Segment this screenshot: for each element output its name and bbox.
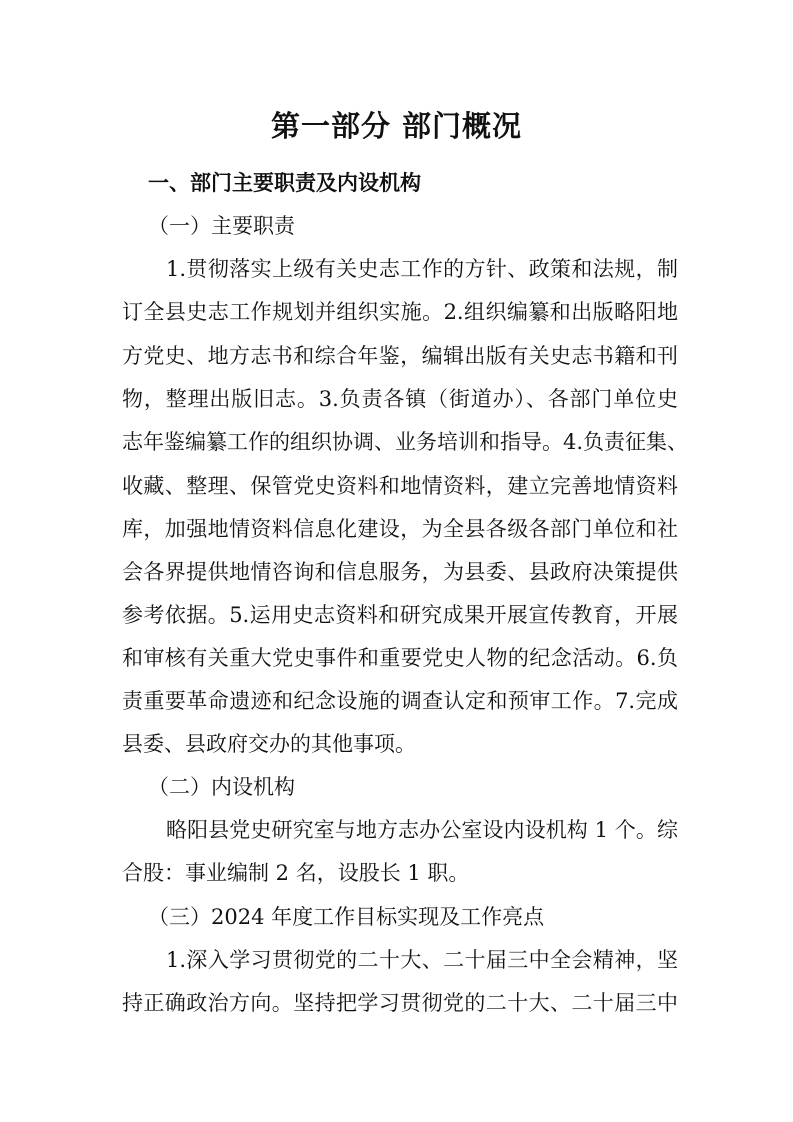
paragraph-line: 县委、县政府交办的其他事项。	[122, 732, 416, 756]
heading-level1: 一、部门主要职责及内设机构	[148, 171, 421, 195]
paragraph-line: 1.深入学习贯彻党的二十大、二十届三中全会精神，坚	[166, 948, 678, 972]
paragraph-line: 责重要革命遗迹和纪念设施的调查认定和预审工作。7.完成	[122, 689, 678, 713]
section-heading-duties: （一）主要职责	[148, 214, 295, 238]
section-heading-structure: （二）内设机构	[148, 775, 295, 799]
paragraph-line: 1.贯彻落实上级有关史志工作的方针、政策和法规，制	[166, 257, 678, 281]
paragraph-line: 参考依据。5.运用史志资料和研究成果开展宣传教育，开展	[122, 603, 678, 627]
paragraph-line: 合股：事业编制 2 名，设股长 1 职。	[122, 861, 470, 885]
paragraph-line: 略阳县党史研究室与地方志办公室设内设机构 1 个。综	[166, 818, 678, 842]
paragraph-line: 方党史、地方志书和综合年鉴，编辑出版有关史志书籍和刊	[122, 344, 678, 368]
page-title: 第一部分 部门概况	[270, 109, 523, 143]
paragraph-line: 志年鉴编纂工作的组织协调、业务培训和指导。4.负责征集、	[122, 430, 689, 454]
paragraph-line: 库，加强地情资料信息化建设，为全县各级各部门单位和社	[122, 517, 678, 541]
paragraph-line: 持正确政治方向。坚持把学习贯彻党的二十大、二十届三中	[122, 991, 678, 1015]
paragraph-line: 订全县史志工作规划并组织实施。2.组织编纂和出版略阳地	[122, 300, 678, 324]
paragraph-line: 会各界提供地情咨询和信息服务，为县委、县政府决策提供	[122, 560, 678, 584]
section-heading-goals: （三）2024 年度工作目标实现及工作亮点	[148, 905, 545, 929]
paragraph-line: 物，整理出版旧志。3.负责各镇（街道办）、各部门单位史	[122, 387, 678, 411]
paragraph-line: 和审核有关重大党史事件和重要党史人物的纪念活动。6.负	[122, 646, 678, 670]
paragraph-line: 收藏、整理、保管党史资料和地情资料，建立完善地情资料	[122, 474, 678, 498]
